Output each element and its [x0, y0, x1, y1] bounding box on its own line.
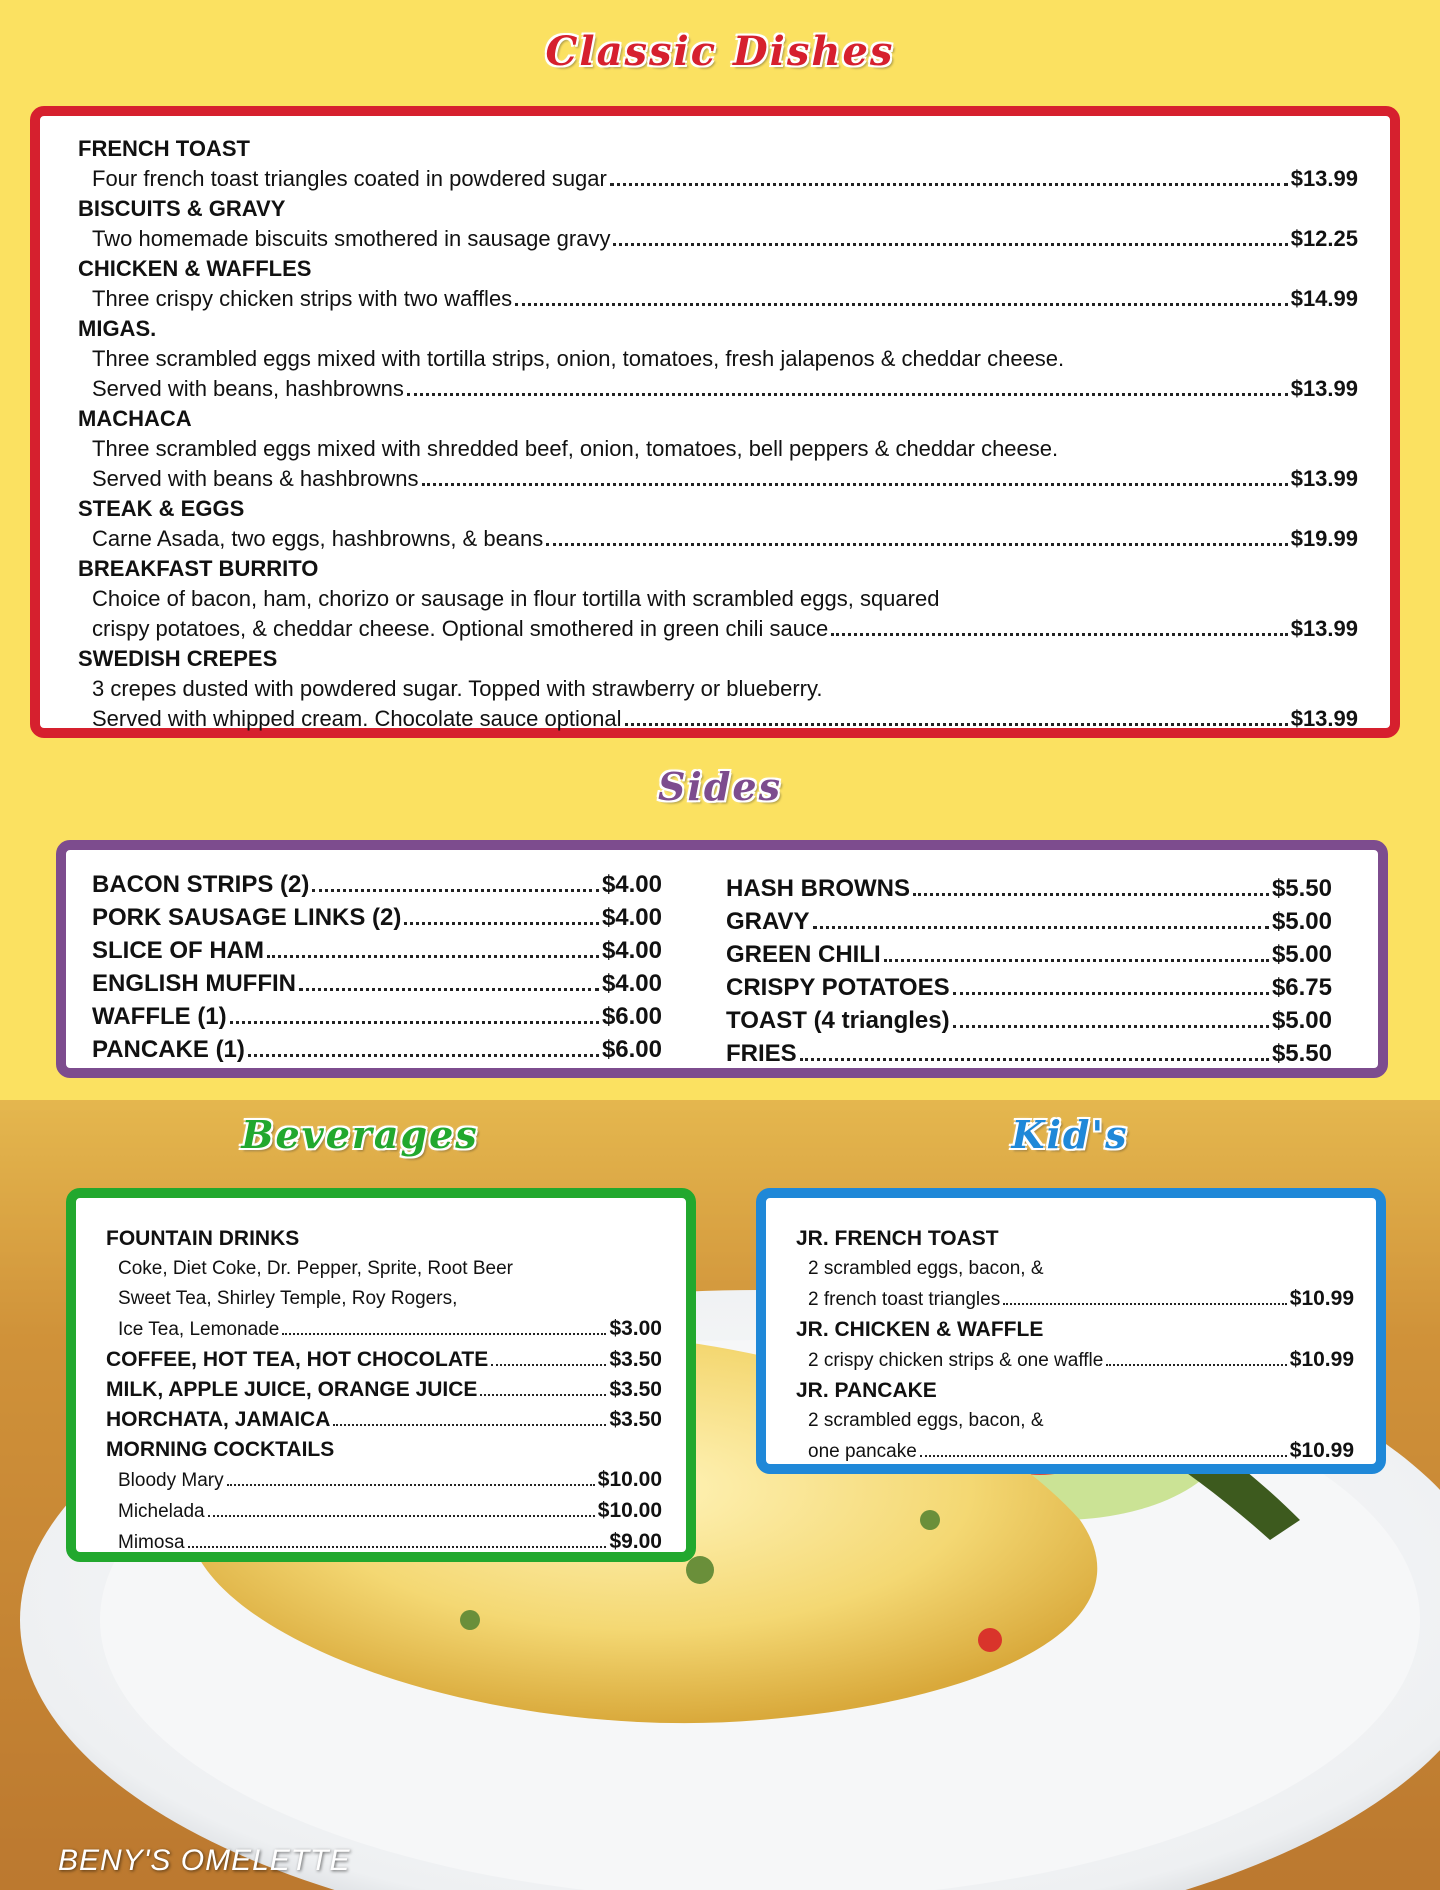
- item-desc: Three scrambled eggs mixed with tortilla strips, onion, tomatoes, fresh jalapenos & cheddar cheese.: [92, 346, 1065, 371]
- item-price: $12.25: [1290, 226, 1358, 251]
- menu-item: [78, 494, 1358, 554]
- dot-leader: [267, 955, 599, 958]
- kids-item-desc: 2 scrambled eggs, bacon, &: [808, 1258, 1044, 1279]
- side-item: [726, 905, 1332, 938]
- item-price: $10.99: [1289, 1287, 1354, 1310]
- dot-leader: [404, 922, 599, 925]
- item-desc-text: Three crispy chicken strips with two waffles: [92, 286, 513, 311]
- item-name: BISCUITS & GRAVY: [78, 196, 286, 221]
- beverage-price: $3.50: [609, 1378, 662, 1401]
- dot-leader: [613, 243, 1287, 246]
- kids-item-name: JR. FRENCH TOAST: [796, 1227, 999, 1250]
- sides-title: Sides: [657, 764, 783, 809]
- cocktail-item: [106, 1496, 662, 1527]
- dot-leader: [208, 1515, 595, 1517]
- menu-item: [78, 254, 1358, 314]
- price-line: [78, 524, 1358, 554]
- side-item: [92, 967, 662, 1000]
- kids-item-name: JR. PANCAKE: [796, 1379, 937, 1402]
- dot-leader: [625, 723, 1288, 726]
- dot-leader: [953, 992, 1269, 995]
- item-price: $13.99: [1290, 166, 1358, 191]
- menu-item: [78, 194, 1358, 254]
- item-name: CHICKEN & WAFFLES: [78, 256, 312, 281]
- item-desc-text: Four french toast triangles coated in powdered sugar: [92, 166, 607, 191]
- beverage-item: [106, 1345, 662, 1375]
- beverage-name: MILK, APPLE JUICE, ORANGE JUICE: [106, 1378, 478, 1401]
- side-price: $5.00: [1271, 1007, 1332, 1034]
- item-desc-text: Two homemade biscuits smothered in sausage gravy: [92, 226, 611, 251]
- dot-leader: [831, 633, 1288, 636]
- item-name: STEAK & EGGS: [78, 496, 245, 521]
- side-name: PANCAKE (1): [92, 1036, 245, 1063]
- side-price: $6.75: [1271, 974, 1332, 1001]
- item-desc: 3 crepes dusted with powdered sugar. Topped with strawberry or blueberry.: [92, 676, 823, 701]
- dot-leader: [800, 1058, 1269, 1061]
- kids-menu-list: [796, 1224, 1354, 1467]
- item-desc-text: Carne Asada, two eggs, hashbrowns, & beans: [92, 526, 544, 551]
- classic-title: Classic Dishes: [545, 28, 895, 75]
- dot-leader: [884, 959, 1269, 962]
- side-item: [92, 901, 662, 934]
- fountain-drinks-desc-2: Sweet Tea, Shirley Temple, Roy Rogers,: [118, 1288, 458, 1309]
- side-item: [726, 971, 1332, 1004]
- side-name: HASH BROWNS: [726, 875, 910, 902]
- item-desc-text: 2 crispy chicken strips & one waffle: [808, 1350, 1104, 1371]
- kids-item: [796, 1376, 1354, 1467]
- fountain-drinks: [106, 1224, 662, 1345]
- side-name: CRISPY POTATOES: [726, 974, 950, 1001]
- side-price: $4.00: [601, 871, 662, 898]
- item-price: $13.99: [1290, 616, 1358, 641]
- price-line: [78, 284, 1358, 314]
- fountain-drinks-desc-1: Coke, Diet Coke, Dr. Pepper, Sprite, Root Beer: [118, 1258, 513, 1279]
- sides-right-column: [726, 872, 1332, 1070]
- kids-title: Kid's: [1011, 1112, 1129, 1157]
- dot-leader: [312, 889, 599, 892]
- beverage-item: [106, 1375, 662, 1405]
- side-name: FRIES: [726, 1040, 797, 1067]
- side-name: BACON STRIPS (2): [92, 871, 310, 898]
- beverages-box: [66, 1188, 696, 1562]
- photo-caption: BENY'S OMELETTE: [58, 1844, 351, 1877]
- side-price: $5.00: [1271, 941, 1332, 968]
- kids-box: [756, 1188, 1386, 1474]
- item-desc: Three scrambled eggs mixed with shredded beef, onion, tomatoes, bell peppers & cheddar cheese.: [92, 436, 1059, 461]
- side-item: [726, 1037, 1332, 1070]
- dot-leader: [407, 393, 1288, 396]
- menu-item: [78, 644, 1358, 734]
- dot-leader: [480, 1394, 606, 1396]
- item-desc-text: 2 french toast triangles: [808, 1289, 1001, 1310]
- cocktail-price: $10.00: [597, 1468, 662, 1491]
- cocktail-item: [106, 1527, 662, 1558]
- side-name: GREEN CHILI: [726, 941, 881, 968]
- fountain-drinks-last: Ice Tea, Lemonade: [118, 1319, 280, 1340]
- beverage-items: [106, 1345, 662, 1435]
- side-name: PORK SAUSAGE LINKS (2): [92, 904, 402, 931]
- menu-item: [78, 134, 1358, 194]
- item-desc: Choice of bacon, ham, chorizo or sausage in flour tortilla with scrambled eggs, squared: [92, 586, 940, 611]
- price-line: [796, 1345, 1354, 1376]
- cocktail-items: [106, 1465, 662, 1558]
- side-price: $4.00: [601, 937, 662, 964]
- side-price: $6.00: [601, 1003, 662, 1030]
- item-price: $14.99: [1290, 286, 1358, 311]
- side-item: [726, 938, 1332, 971]
- fountain-drinks-price: $3.00: [609, 1317, 662, 1340]
- side-item: [92, 934, 662, 967]
- dot-leader: [515, 303, 1288, 306]
- item-price: $19.99: [1290, 526, 1358, 551]
- price-line: [78, 614, 1358, 644]
- dot-leader: [248, 1054, 599, 1057]
- side-price: $5.00: [1271, 908, 1332, 935]
- item-name: MIGAS.: [78, 316, 157, 341]
- side-price: $4.00: [601, 904, 662, 931]
- sides-left-column: [92, 868, 662, 1066]
- menu-item: [78, 404, 1358, 494]
- side-name: WAFFLE (1): [92, 1003, 227, 1030]
- classic-dishes-list: [78, 134, 1358, 734]
- dot-leader: [491, 1364, 606, 1366]
- price-line: [78, 464, 1358, 494]
- menu-item: [78, 314, 1358, 404]
- side-item: [726, 872, 1332, 905]
- item-price: $13.99: [1290, 376, 1358, 401]
- cocktails-name: MORNING COCKTAILS: [106, 1438, 335, 1461]
- side-item: [92, 1000, 662, 1033]
- price-line: [78, 164, 1358, 194]
- sides-box: [56, 840, 1388, 1078]
- cocktail-name: Bloody Mary: [118, 1470, 224, 1491]
- beverage-price: $3.50: [609, 1348, 662, 1371]
- fountain-drinks-price-line: [106, 1314, 662, 1345]
- side-price: $5.50: [1271, 875, 1332, 902]
- beverages-title: Beverages: [241, 1112, 479, 1157]
- cocktail-item: [106, 1465, 662, 1496]
- dot-leader: [299, 988, 599, 991]
- side-item: [92, 868, 662, 901]
- dot-leader: [333, 1424, 606, 1426]
- dot-leader: [230, 1021, 599, 1024]
- item-price: $13.99: [1290, 466, 1358, 491]
- item-price: $10.99: [1289, 1439, 1354, 1462]
- fountain-drinks-name: FOUNTAIN DRINKS: [106, 1227, 300, 1250]
- beverage-name: COFFEE, HOT TEA, HOT CHOCOLATE: [106, 1348, 489, 1371]
- price-line: [78, 374, 1358, 404]
- dot-leader: [610, 183, 1288, 186]
- classic-dishes-box: [30, 106, 1400, 738]
- price-line: [78, 224, 1358, 254]
- kids-item-desc: 2 scrambled eggs, bacon, &: [808, 1410, 1044, 1431]
- kids-item-name: JR. CHICKEN & WAFFLE: [796, 1318, 1044, 1341]
- price-line: [78, 704, 1358, 734]
- side-name: ENGLISH MUFFIN: [92, 970, 296, 997]
- cocktail-name: Mimosa: [118, 1532, 185, 1553]
- dot-leader: [913, 893, 1269, 896]
- beverage-item: [106, 1405, 662, 1435]
- item-desc-text: one pancake: [808, 1441, 917, 1462]
- dot-leader: [1003, 1303, 1287, 1305]
- kids-item: [796, 1224, 1354, 1315]
- kids-item: [796, 1315, 1354, 1376]
- item-desc-text: Served with beans & hashbrowns: [92, 466, 419, 491]
- cocktail-price: $9.00: [609, 1530, 662, 1553]
- item-desc-text: Served with whipped cream. Chocolate sauce optional: [92, 706, 622, 731]
- side-price: $6.00: [601, 1036, 662, 1063]
- price-line: [796, 1284, 1354, 1315]
- beverage-price: $3.50: [609, 1408, 662, 1431]
- dot-leader: [282, 1333, 606, 1335]
- cocktail-price: $10.00: [597, 1499, 662, 1522]
- beverage-name: HORCHATA, JAMAICA: [106, 1408, 331, 1431]
- dot-leader: [188, 1546, 607, 1548]
- dot-leader: [422, 483, 1288, 486]
- item-name: BREAKFAST BURRITO: [78, 556, 319, 581]
- dot-leader: [1106, 1364, 1286, 1366]
- item-desc-text: crispy potatoes, & cheddar cheese. Optional smothered in green chili sauce: [92, 616, 829, 641]
- side-item: [92, 1033, 662, 1066]
- side-price: $5.50: [1271, 1040, 1332, 1067]
- cocktail-name: Michelada: [118, 1501, 205, 1522]
- side-name: SLICE OF HAM: [92, 937, 264, 964]
- side-name: GRAVY: [726, 908, 810, 935]
- side-item: [726, 1004, 1332, 1037]
- menu-item: [78, 554, 1358, 644]
- item-price: $13.99: [1290, 706, 1358, 731]
- dot-leader: [546, 543, 1287, 546]
- item-desc-text: Served with beans, hashbrowns: [92, 376, 404, 401]
- item-price: $10.99: [1289, 1348, 1354, 1371]
- side-name: TOAST (4 triangles): [726, 1007, 950, 1034]
- price-line: [796, 1436, 1354, 1467]
- dot-leader: [227, 1484, 595, 1486]
- item-name: MACHACA: [78, 406, 192, 431]
- dot-leader: [920, 1455, 1287, 1457]
- item-name: FRENCH TOAST: [78, 136, 250, 161]
- dot-leader: [813, 926, 1269, 929]
- item-name: SWEDISH CREPES: [78, 646, 278, 671]
- side-price: $4.00: [601, 970, 662, 997]
- dot-leader: [953, 1025, 1269, 1028]
